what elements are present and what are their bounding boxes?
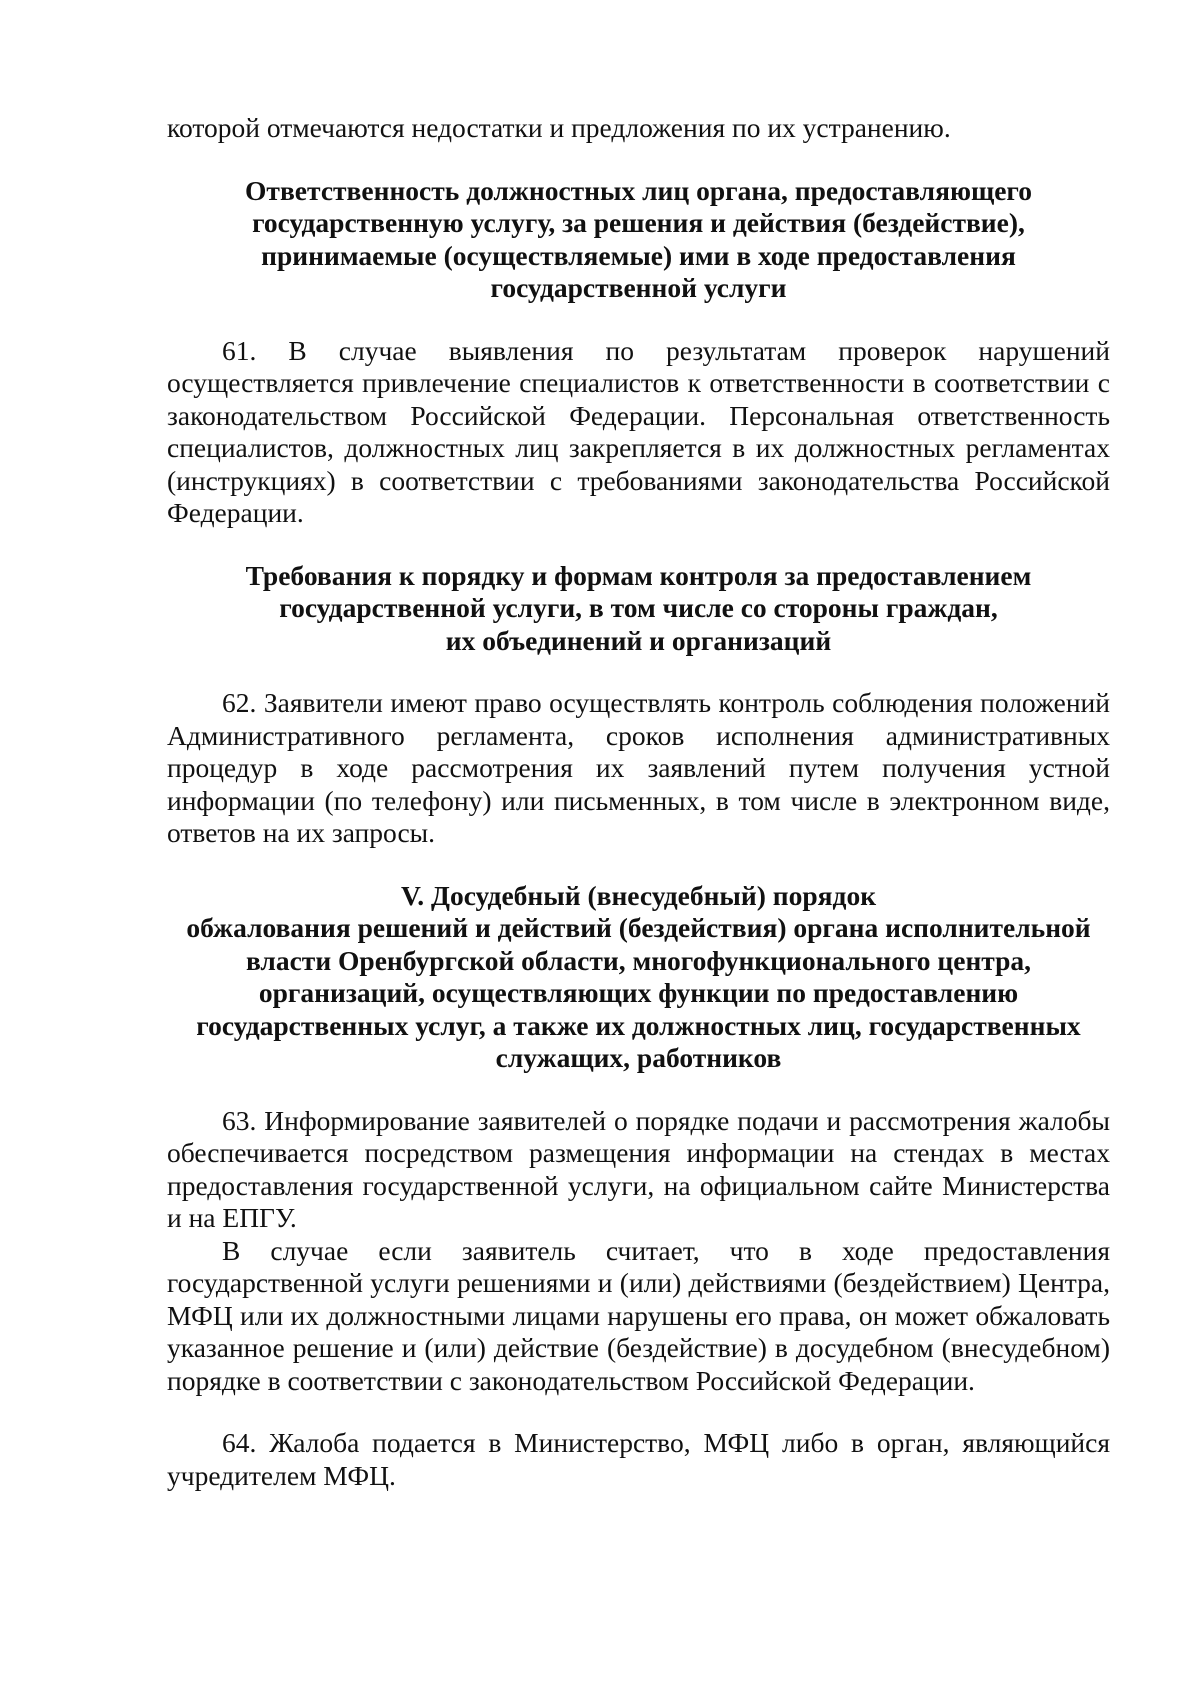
document-page	[167, 112, 1110, 1492]
heading-line: служащих, работников	[495, 1042, 782, 1073]
heading-line: их объединений и организаций	[445, 624, 832, 656]
heading-line: Требования к порядку и формам контроля за предоставлением	[245, 559, 1032, 591]
continuation-paragraph: которой отмечаются недостатки и предложения по их устранению.	[167, 112, 951, 143]
paragraph-61: 61. В случае выявления по результатам проверок нарушений осуществляется привлечение специалистов к ответственности в соответствии с законодательством Российской Федерации. Персональная ответственность специалистов, должностных лиц закрепляется в их должностных регламентах (инструкциях) в соответствии с требованиями законодательства Российской Федерации.	[167, 334, 1110, 528]
heading-line: обжалования решений и действий (бездействия) органа исполнительной	[186, 912, 1091, 943]
heading-line: государственной услуги, в том числе со стороны граждан,	[279, 592, 998, 623]
paragraph-63-continued: В случае если заявитель считает, что в ходе предоставления государственной услуги решениями и (или) действиями (бездействием) Центра, МФЦ или их должностными лицами нарушены его права, он может обжаловать указанное решение и (или) действие (бездействие) в досудебном (внесудебном) порядке в соответствии с законодательством Российской Федерации.	[167, 1234, 1110, 1396]
heading-line: власти Оренбургской области, многофункционального центра,	[245, 944, 1032, 976]
heading-line: государственной услуги	[490, 272, 787, 303]
heading-line: государственных услуг, а также их должностных лиц, государственных	[196, 1009, 1081, 1041]
paragraph-62: 62. Заявители имеют право осуществлять контроль соблюдения положений Административного регламента, сроков исполнения административных процедур в ходе рассмотрения их заявлений путем получения устной информации (по телефону) или письменных, в том числе в электронном виде, ответов на их запросы.	[167, 687, 1110, 848]
heading-control	[167, 560, 1110, 658]
heading-line: принимаемые (осуществляемые) ими в ходе предоставления	[261, 239, 1016, 271]
heading-line: организаций, осуществляющих функции по предоставлению	[258, 977, 1019, 1008]
heading-section-v	[167, 880, 1110, 1075]
heading-line: государственную услугу, за решения и действия (бездействие),	[252, 207, 1025, 238]
heading-line: V. Досудебный (внесудебный) порядок	[400, 879, 877, 911]
heading-responsibility	[167, 175, 1110, 305]
paragraph-64: 64. Жалоба подается в Министерство, МФЦ либо в орган, являющийся учредителем МФЦ.	[167, 1427, 1110, 1491]
paragraph-63: 63. Информирование заявителей о порядке подачи и рассмотрения жалобы обеспечивается посредством размещения информации на стендах в местах предоставления государственной услуги, на официальном сайте Министерства и на ЕПГУ.	[167, 1104, 1110, 1233]
heading-line: Ответственность должностных лиц органа, предоставляющего	[245, 174, 1032, 206]
